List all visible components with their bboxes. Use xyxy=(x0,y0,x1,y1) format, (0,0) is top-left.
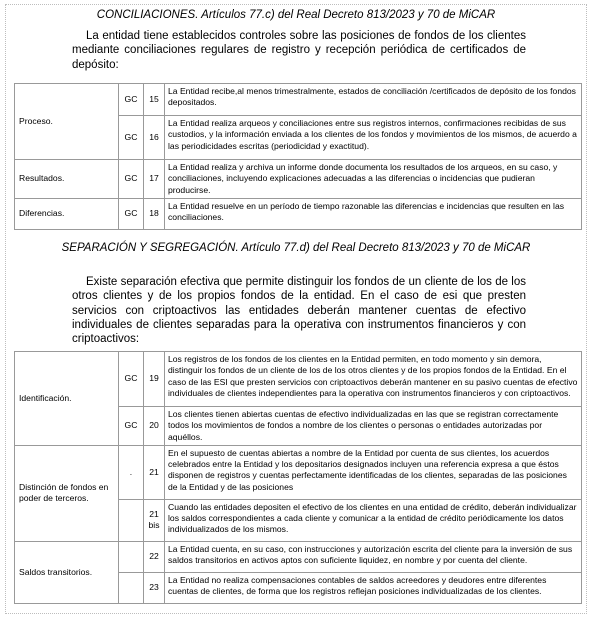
control-description: La Entidad cuenta, en su caso, con instrucciones y autorización escrita del cliente para la inversión de sus saldos transitorios en activos aptos con suficiente liquidez, en nombre y por cuenta del cliente. xyxy=(165,541,582,572)
control-number: 17 xyxy=(144,160,165,199)
area-label: Resultados. xyxy=(15,160,119,199)
control-number: 18 xyxy=(144,198,165,229)
control-description: La Entidad no realiza compensaciones contables de saldos acreedores y deudores entre diferentes cuentas de clientes, de forma que los registros reflejan posiciones individualizadas de los clientes. xyxy=(165,572,582,603)
document-page xyxy=(5,4,587,614)
area-label: Proceso. xyxy=(15,84,119,160)
control-number: 20 xyxy=(144,407,165,446)
table-row xyxy=(15,198,582,229)
control-number: 21 bis xyxy=(144,499,165,541)
table-row xyxy=(15,160,582,199)
control-description: Cuando las entidades depositen el efectivo de los clientes en una entidad de crédito, deberán individualizar los saldos correspondientes a cada cliente y comunicar a la entidad de crédito periódicamente los datos individualizados de los mismos. xyxy=(165,499,582,541)
area-label: Identificación. xyxy=(15,352,119,446)
control-description: En el supuesto de cuentas abiertas a nombre de la Entidad por cuenta de sus clientes, los acuerdos celebrados entre la Entidad y los depositarios designados incluyen una referencia expresa a que éstos disponen de registros y cuentas perfectamente identificadas de los clientes, separadas de las posiciones de la Entidad y de las posiciones xyxy=(165,445,582,499)
section-title-conciliaciones: CONCILIACIONES. Artículos 77.c) del Real Decreto 813/2023 y 70 de MiCAR xyxy=(96,9,496,21)
section-intro-conciliaciones: La entidad tiene establecidos controles sobre las posiciones de fondos de los clientes mediante conciliaciones regulares de registro y recepción periódica de certificados de depósito: xyxy=(72,30,526,71)
area-label: Distinción de fondos en poder de terceros. xyxy=(15,445,119,541)
control-description: Los registros de los fondos de los clientes en la Entidad permiten, en todo momento y sin demora, distinguir los fondos de un cliente de los de los otros clientes y de los propios fondos de la Entidad. En el caso de las ESI que presten servicios con criptoactivos deberán mantener en su pasivo cuentas de efectivo individuales de clientes independientes para la operativa con instrumentos financieros y con criptoactivos. xyxy=(165,352,582,407)
group-code: GC xyxy=(119,352,144,407)
table-row xyxy=(15,352,582,407)
group-code: GC xyxy=(119,84,144,116)
group-code: GC xyxy=(119,198,144,229)
controls-table-separacion xyxy=(14,351,582,604)
area-label: Diferencias. xyxy=(15,198,119,229)
group-code xyxy=(119,499,144,541)
control-number: 19 xyxy=(144,352,165,407)
control-number: 16 xyxy=(144,116,165,160)
section-intro-separacion: Existe separación efectiva que permite distinguir los fondos de un cliente de los de los otros clientes y de los propios fondos de la entidad. En el caso de esi que presten servicios con criptoactivos las entidades deberán mantener cuentas de efectivo individuales de clientes separadas para la operativa con instrumentos financieros y con criptoactivos: xyxy=(72,276,526,346)
table-row xyxy=(15,541,582,572)
control-number: 22 xyxy=(144,541,165,572)
control-description: La Entidad realiza arqueos y conciliaciones entre sus registros internos, confirmaciones recibidas de sus custodios, y la información enviada a los clientes de los fondos y movimientos de los mismos, de acuerdo a las periodicidades escritas (periodicidad y exactitud). xyxy=(165,116,582,160)
control-description: La Entidad realiza y archiva un informe donde documenta los resultados de los arqueos, en su caso, y conciliaciones, incluyendo explicaciones adecuadas a las diferencias o incidencias que pudieran producirse. xyxy=(165,160,582,199)
control-description: La Entidad resuelve en un período de tiempo razonable las diferencias e incidencias que resulten en las conciliaciones. xyxy=(165,198,582,229)
group-code xyxy=(119,541,144,572)
area-label: Saldos transitorios. xyxy=(15,541,119,603)
control-number: 23 xyxy=(144,572,165,603)
group-code: GC xyxy=(119,407,144,446)
group-code xyxy=(119,572,144,603)
group-code: GC xyxy=(119,160,144,199)
control-description: La Entidad recibe,al menos trimestralmente, estados de conciliación /certificados de depósito de los fondos depositados. xyxy=(165,84,582,116)
table-row xyxy=(15,84,582,116)
control-description: Los clientes tienen abiertas cuentas de efectivo individualizadas en las que se registran correctamente todos los movimientos de fondos a nombre de los clientes o personas o entidades autorizadas por aquéllos. xyxy=(165,407,582,446)
group-code: . xyxy=(119,445,144,499)
controls-table-conciliaciones xyxy=(14,83,582,230)
group-code: GC xyxy=(119,116,144,160)
control-number: 15 xyxy=(144,84,165,116)
table-row xyxy=(15,445,582,499)
section-title-separacion: SEPARACIÓN Y SEGREGACIÓN. Artículo 77.d) del Real Decreto 813/2023 y 70 de MiCAR xyxy=(61,242,531,254)
control-number: 21 xyxy=(144,445,165,499)
